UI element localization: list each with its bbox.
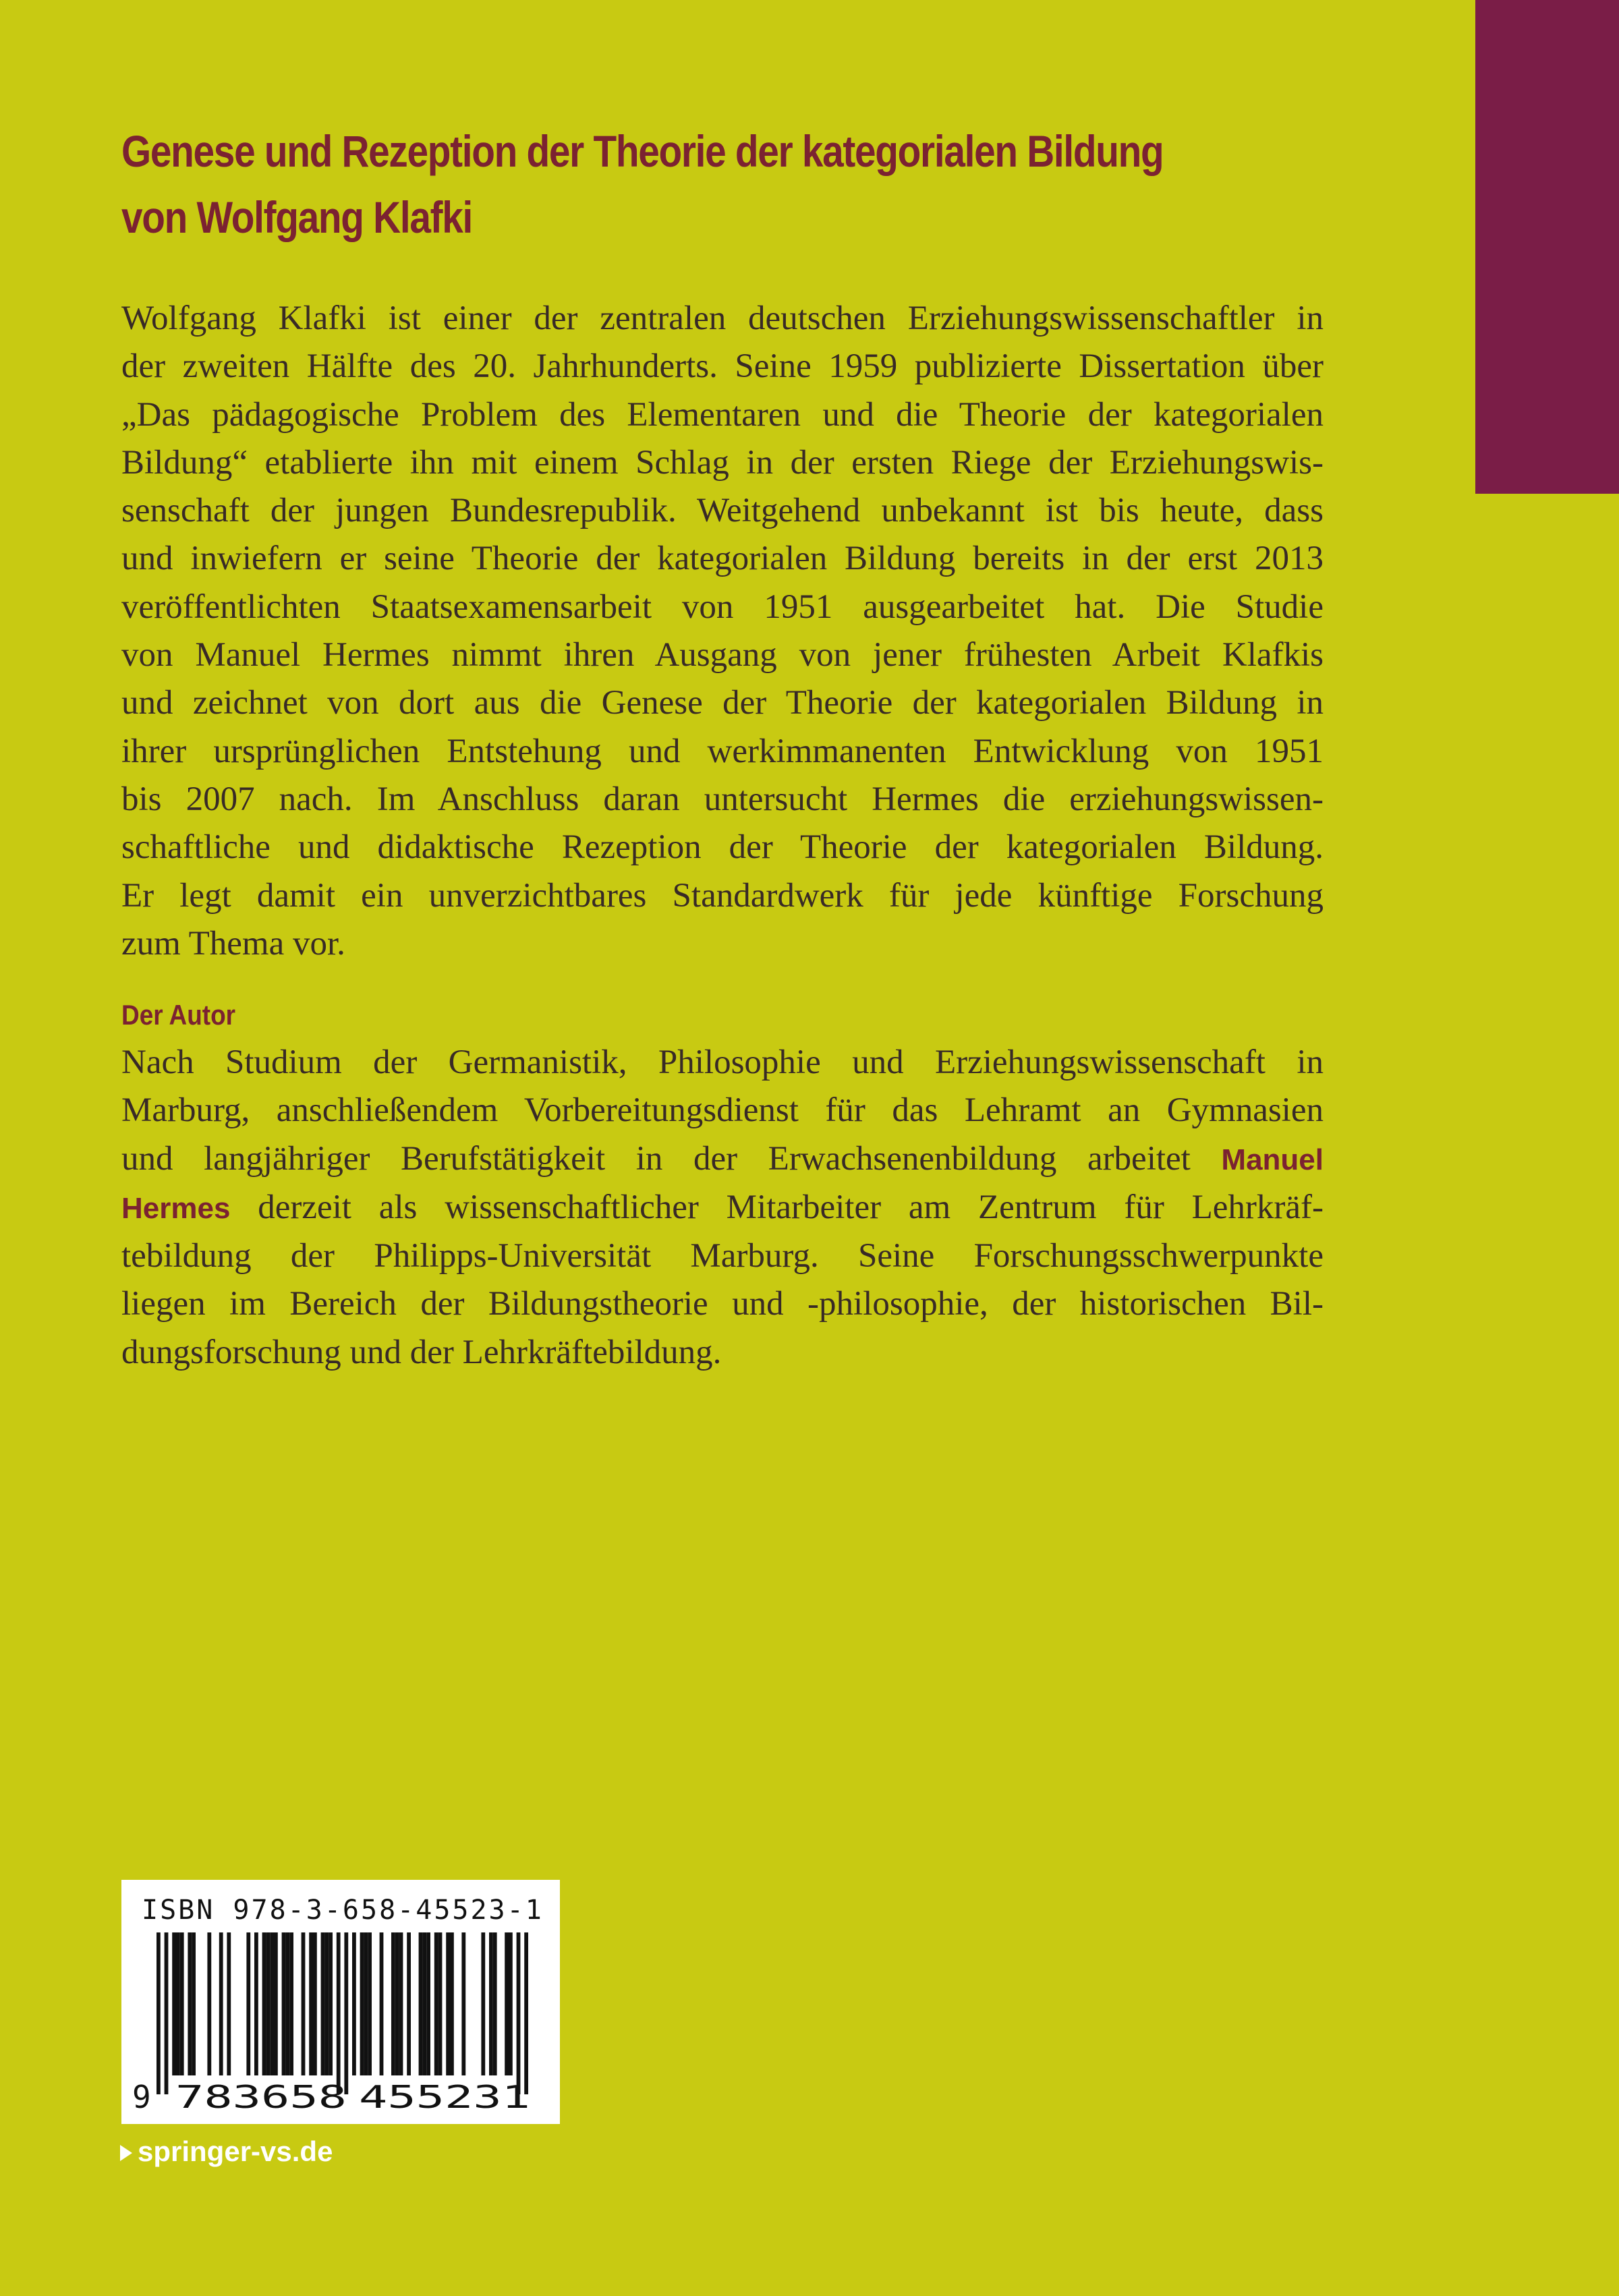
- description-line: Er legt damit ein unverzichtbares Standardwerk für jede künftige Forschung: [121, 876, 1324, 915]
- barcode-bar: [285, 1932, 289, 2075]
- barcode-bar: [321, 1932, 325, 2075]
- barcode-bar: [270, 1932, 274, 2075]
- barcode-bar: [391, 1932, 395, 2075]
- barcode-bar: [450, 1932, 454, 2075]
- description-line: Wolfgang Klafki ist einer der zentralen deutschen Erziehungswissenschaftler in: [121, 299, 1324, 337]
- barcode-bar: [461, 1932, 465, 2075]
- barcode-bar: [364, 1932, 368, 2075]
- ean-right-group: 455231: [359, 2079, 530, 2115]
- author-bio-line: [121, 1184, 1324, 1232]
- barcode-bar: [434, 1932, 438, 2075]
- barcode-bar: [438, 1932, 443, 2075]
- author-bio: [121, 1039, 1324, 1377]
- barcode-bar: [262, 1932, 266, 2075]
- barcode-graphic: [121, 1880, 560, 2124]
- barcode-bar: [172, 1932, 176, 2075]
- barcode-bar: [219, 1932, 223, 2075]
- barcode-bar: [227, 1932, 231, 2075]
- barcode-bar: [176, 1932, 180, 2075]
- book-title: [121, 118, 1224, 250]
- barcode-bar: [493, 1932, 497, 2075]
- author-bio-line: Marburg, anschließendem Vorbereitungsdienst für das Lehramt an Gymnasien: [121, 1091, 1324, 1130]
- book-description: [121, 295, 1324, 968]
- barcode-bar: [380, 1932, 384, 2075]
- ean-first-digit: 9: [132, 2079, 151, 2115]
- barcode-bar: [395, 1932, 399, 2075]
- barcode-bar: [274, 1932, 278, 2075]
- description-line: veröffentlichten Staatsexamensarbeit von 1951 ausgearbeitet hat. Die Studie: [121, 587, 1324, 626]
- author-bio-line: liegen im Bereich der Bildungstheorie und -philosophie, der historischen Bil-: [121, 1285, 1324, 1323]
- barcode-bar: [188, 1932, 192, 2075]
- description-line: und zeichnet von dort aus die Genese der Theorie der kategorialen Bildung in: [121, 684, 1324, 722]
- barcode-bar: [309, 1932, 313, 2075]
- barcode-bar: [192, 1932, 196, 2075]
- description-line: schaftliche und didaktische Rezeption der Theorie der kategorialen Bildung.: [121, 828, 1324, 867]
- barcode-bar: [481, 1932, 485, 2075]
- barcode-bar: [165, 1932, 169, 2094]
- barcode-bar: [368, 1932, 372, 2075]
- book-title-line-1: Genese und Rezeption der Theorie der kategorialen Bildung: [121, 126, 1164, 176]
- barcode-bar: [289, 1932, 293, 2075]
- description-line: von Manuel Hermes nimmt ihren Ausgang von jener frühesten Arbeit Klafkis: [121, 636, 1324, 675]
- author-name-first: Manuel: [1221, 1143, 1324, 1176]
- description-line: Bildung“ etablierte ihn mit einem Schlag in der ersten Riege der Erziehungswis-: [121, 443, 1324, 482]
- isbn-barcode-box: [121, 1880, 560, 2124]
- barcode-bar: [180, 1932, 184, 2075]
- barcode-bar: [324, 1932, 329, 2075]
- barcode-bar: [419, 1932, 423, 2075]
- barcode-bar: [399, 1932, 403, 2075]
- book-title-line-2: von Wolfgang Klafki: [121, 192, 472, 242]
- barcode-bar: [352, 1932, 356, 2075]
- barcode-bars: [157, 1932, 528, 2094]
- isbn-label: ISBN 978-3-658-45523-1: [142, 1895, 544, 1926]
- barcode-bar: [344, 1932, 348, 2094]
- barcode-bar: [509, 1932, 513, 2075]
- author-bio-line: tebildung der Philipps-Universität Marburg. Seine Forschungsschwerpunkte: [121, 1237, 1324, 1275]
- author-bio-text: derzeit als wissenschaftlicher Mitarbeiter am Zentrum für Lehrkräf-: [230, 1188, 1324, 1226]
- description-line: „Das pädagogische Problem des Elementaren und die Theorie der kategorialen: [121, 395, 1324, 434]
- barcode-bar: [505, 1932, 509, 2075]
- description-line: bis 2007 nach. Im Anschluss daran untersucht Hermes die erziehungswissen-: [121, 780, 1324, 818]
- barcode-bar: [360, 1932, 364, 2075]
- play-arrow-icon: [120, 2145, 132, 2161]
- barcode-bar: [489, 1932, 493, 2075]
- description-line: zum Thema vor.: [121, 924, 345, 963]
- author-heading: Der Autor: [121, 999, 236, 1031]
- barcode-bar: [246, 1932, 250, 2075]
- barcode-bar: [282, 1932, 286, 2075]
- barcode-bar: [422, 1932, 426, 2075]
- barcode-bar: [329, 1932, 333, 2075]
- publisher-url: springer-vs.de: [138, 2135, 333, 2167]
- barcode-bar: [407, 1932, 411, 2075]
- author-bio-text: und langjähriger Berufstätigkeit in der Erwachsenenbildung arbeitet: [121, 1139, 1222, 1178]
- author-name-last: Hermes: [121, 1191, 231, 1225]
- ean-left-group: 783658: [175, 2079, 347, 2115]
- barcode-bar: [313, 1932, 317, 2075]
- barcode-bar: [426, 1932, 430, 2075]
- author-bio-line: [121, 1135, 1324, 1184]
- author-bio-line: dungsforschung und der Lehrkräftebildung.: [121, 1333, 722, 1371]
- barcode-bar: [446, 1932, 450, 2075]
- barcode-bar: [337, 1932, 341, 2094]
- description-line: der zweiten Hälfte des 20. Jahrhunderts. Seine 1959 publizierte Dissertation über: [121, 347, 1324, 386]
- publisher-link[interactable]: [120, 2131, 333, 2172]
- description-line: ihrer ursprünglichen Entstehung und werkimmanenten Entwicklung von 1951: [121, 732, 1324, 770]
- barcode-bar: [524, 1932, 528, 2094]
- author-bio-line: Nach Studium der Germanistik, Philosophie und Erziehungswissenschaft in: [121, 1043, 1324, 1081]
- barcode-bar: [302, 1932, 306, 2075]
- barcode-bar: [157, 1932, 161, 2094]
- description-line: und inwiefern er seine Theorie der kategorialen Bildung bereits in der erst 2013: [121, 540, 1324, 578]
- barcode-bar: [517, 1932, 521, 2094]
- color-band: [1475, 0, 1619, 494]
- barcode-bar: [254, 1932, 258, 2075]
- description-line: senschaft der jungen Bundesrepublik. Weitgehend unbekannt ist bis heute, dass: [121, 492, 1324, 530]
- barcode-bar: [207, 1932, 211, 2075]
- barcode-bar: [266, 1932, 270, 2075]
